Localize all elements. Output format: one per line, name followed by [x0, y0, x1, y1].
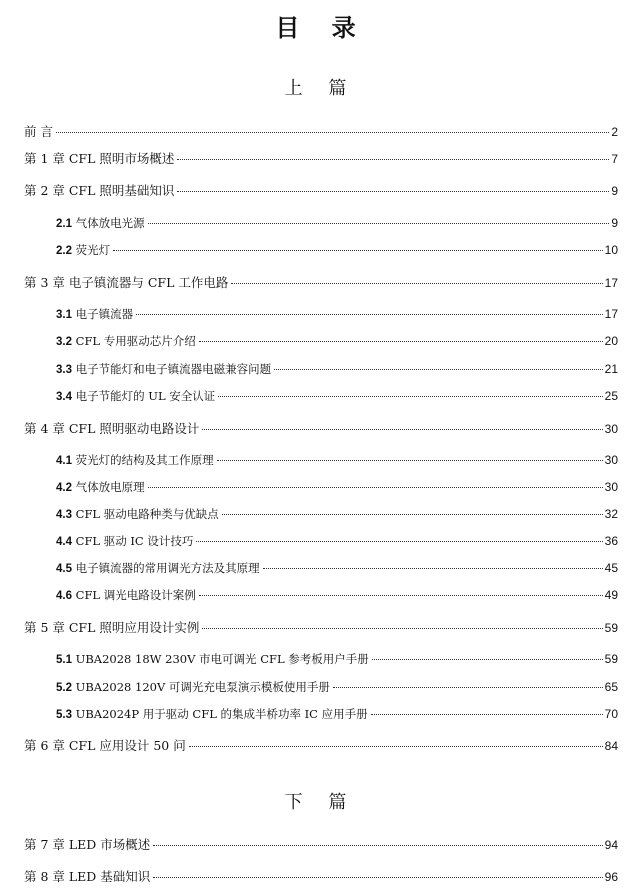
- toc-leader-dots: [218, 396, 602, 397]
- toc-leader-dots: [202, 628, 602, 629]
- toc-page-number: 96: [604, 870, 618, 884]
- toc-entry[interactable]: [24, 420, 618, 438]
- toc-entry[interactable]: [56, 478, 618, 496]
- toc-page-number: 7: [611, 152, 618, 166]
- toc-entry[interactable]: [56, 586, 618, 604]
- toc-leader-dots: [217, 460, 603, 461]
- toc-entry-label: 第 6 章 CFL 应用设计 50 问: [24, 738, 186, 753]
- toc-entry[interactable]: [56, 214, 618, 232]
- toc-entry[interactable]: [24, 619, 618, 637]
- toc-leader-dots: [263, 568, 603, 569]
- part-heading-1: 上 篇: [284, 78, 357, 99]
- toc-entry[interactable]: [24, 868, 618, 886]
- toc-page-number: 30: [604, 480, 618, 494]
- toc-entry-label: 第 8 章 LED 基础知识: [24, 869, 151, 884]
- toc-leader-dots: [333, 687, 603, 688]
- toc-leader-dots: [153, 845, 602, 846]
- toc-entry-label: 第 3 章 电子镇流器与 CFL 工作电路: [24, 275, 229, 290]
- toc-page-number: 17: [604, 307, 618, 321]
- toc-leader-dots: [56, 132, 609, 133]
- toc-leader-dots: [202, 429, 602, 430]
- toc-entry[interactable]: [56, 705, 618, 723]
- toc-leader-dots: [189, 746, 603, 747]
- toc-entry-label: 4.6 CFL 调光电路设计案例: [56, 588, 196, 602]
- toc-entry[interactable]: [56, 387, 618, 405]
- toc-entry-label: 5.3 UBA2024P 用于驱动 CFL 的集成半桥功率 IC 应用手册: [56, 707, 368, 721]
- toc-entry[interactable]: [24, 836, 618, 854]
- toc-entry-label: 4.2 气体放电原理: [56, 480, 145, 494]
- toc-page-number: 9: [611, 184, 618, 198]
- toc-entry-label: 3.3 电子节能灯和电子镇流器电磁兼容问题: [56, 362, 272, 376]
- toc-entry[interactable]: [56, 559, 618, 577]
- toc-page-number: 36: [604, 534, 618, 548]
- toc-page-number: 25: [604, 389, 618, 403]
- toc-leader-dots: [199, 595, 603, 596]
- toc-leader-dots: [222, 514, 603, 515]
- toc-entry-label: 2.1 气体放电光源: [56, 216, 145, 230]
- toc-leader-dots: [177, 159, 609, 160]
- toc-entry-label: 5.2 UBA2028 120V 可调光充电泵演示模板使用手册: [56, 680, 330, 694]
- toc-page-number: 49: [604, 588, 618, 602]
- toc-entry-label: 4.4 CFL 驱动 IC 设计技巧: [56, 534, 194, 548]
- toc-leader-dots: [231, 283, 602, 284]
- toc-entry[interactable]: [24, 274, 618, 292]
- toc-entry[interactable]: [56, 532, 618, 550]
- toc-leader-dots: [371, 714, 603, 715]
- toc-leader-dots: [113, 250, 602, 251]
- toc-page-number: 32: [604, 507, 618, 521]
- toc-page-number: 30: [604, 422, 618, 436]
- toc-entry[interactable]: [56, 650, 618, 668]
- toc-page-number: 30: [604, 453, 618, 467]
- toc-page-number: 45: [604, 561, 618, 575]
- toc-entry[interactable]: [56, 360, 618, 378]
- toc-page-number: 94: [604, 838, 618, 852]
- toc-leader-dots: [148, 487, 603, 488]
- toc-entry-label: 2.2 荧光灯: [56, 243, 111, 257]
- toc-entry-label: 3.1 电子镇流器: [56, 307, 134, 321]
- toc-page-number: 59: [604, 652, 618, 666]
- toc-page-number: 10: [604, 243, 618, 257]
- toc-entry-label: 第 7 章 LED 市场概述: [24, 837, 151, 852]
- toc-entry-label: 第 1 章 CFL 照明市场概述: [24, 151, 175, 166]
- toc-leader-dots: [274, 369, 602, 370]
- toc-leader-dots: [196, 541, 602, 542]
- toc-entry[interactable]: [56, 678, 618, 696]
- toc-page-number: 59: [604, 621, 618, 635]
- toc-page-number: 65: [604, 680, 618, 694]
- toc-leader-dots: [153, 877, 602, 878]
- toc-entry-label: 3.4 电子节能灯的 UL 安全认证: [56, 389, 216, 403]
- toc-leader-dots: [372, 659, 603, 660]
- toc-leader-dots: [148, 223, 610, 224]
- toc-entry-label: 3.2 CFL 专用驱动芯片介绍: [56, 334, 196, 348]
- toc-page-number: 9: [611, 216, 618, 230]
- toc-entry[interactable]: [24, 150, 618, 168]
- toc-entry-label: 4.3 CFL 驱动电路种类与优缺点: [56, 507, 219, 521]
- toc-page-number: 2: [611, 125, 618, 139]
- toc-entry[interactable]: [56, 305, 618, 323]
- toc-page-number: 20: [604, 334, 618, 348]
- toc-page-number: 17: [604, 276, 618, 290]
- part-heading-2: 下 篇: [284, 792, 357, 813]
- toc-entry[interactable]: [56, 451, 618, 469]
- toc-entry[interactable]: [24, 123, 618, 141]
- toc-leader-dots: [199, 341, 603, 342]
- toc-entry-label: 4.5 电子镇流器的常用调光方法及其原理: [56, 561, 260, 575]
- page-title: 目 录: [275, 13, 368, 42]
- toc-entry-label: 第 2 章 CFL 照明基础知识: [24, 183, 175, 198]
- toc-entry-label: 第 5 章 CFL 照明应用设计实例: [24, 620, 200, 635]
- toc-leader-dots: [136, 314, 602, 315]
- toc-entry[interactable]: [56, 241, 618, 259]
- toc-entry[interactable]: [24, 182, 618, 200]
- toc-entry-label: 前 言: [24, 124, 53, 139]
- toc-entry-label: 4.1 荧光灯的结构及其工作原理: [56, 453, 214, 467]
- toc-leader-dots: [177, 191, 609, 192]
- toc-entry[interactable]: [56, 332, 618, 350]
- toc-page-number: 21: [604, 362, 618, 376]
- toc-entry-label: 5.1 UBA2028 18W 230V 市电可调光 CFL 参考板用户手册: [56, 652, 369, 666]
- toc-page-number: 84: [604, 739, 618, 753]
- toc-entry[interactable]: [24, 737, 618, 755]
- toc-entry[interactable]: [56, 505, 618, 523]
- toc-page-number: 70: [604, 707, 618, 721]
- toc-entry-label: 第 4 章 CFL 照明驱动电路设计: [24, 421, 200, 436]
